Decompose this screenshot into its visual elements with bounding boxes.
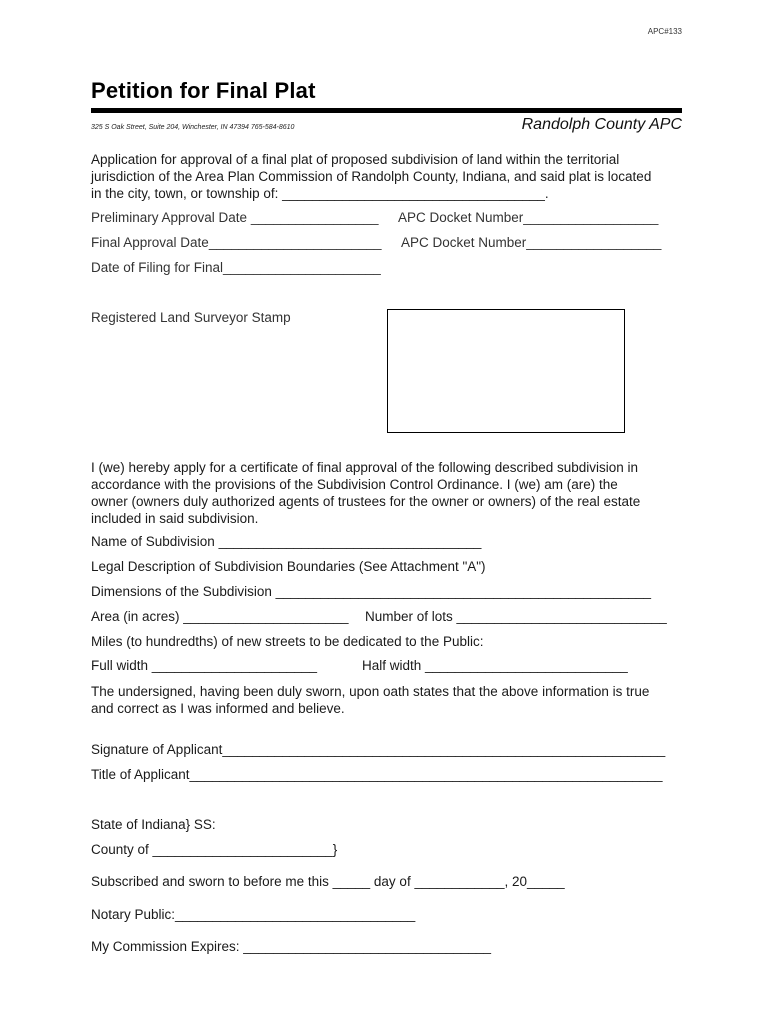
- application-line-1: I (we) hereby apply for a certificate of final approval of the following described subdivision in: [91, 460, 639, 475]
- subscribed-sworn-field[interactable]: Subscribed and sworn to before me this _____ day of ____________, 20_____: [91, 874, 565, 889]
- apc-docket-number-field-1[interactable]: APC Docket Number__________________: [398, 210, 659, 225]
- final-approval-date-field[interactable]: Final Approval Date_______________________: [91, 235, 382, 250]
- intro-line-2: jurisdiction of the Area Plan Commission of Randolph County, Indiana, and said plat is located: [91, 169, 652, 184]
- application-line-2: accordance with the provisions of the Subdivision Control Ordinance. I (we) am (are) the: [91, 477, 618, 492]
- preliminary-approval-date-field[interactable]: Preliminary Approval Date _________________: [91, 210, 379, 225]
- state-of-indiana-label: State of Indiana} SS:: [91, 817, 216, 832]
- intro-line-3[interactable]: in the city, town, or township of: ___________________________________.: [91, 186, 549, 201]
- intro-paragraph: [91, 151, 691, 202]
- form-number: APC#133: [647, 27, 682, 36]
- half-width-field[interactable]: Half width ___________________________: [362, 658, 628, 673]
- surveyor-stamp-label: Registered Land Surveyor Stamp: [91, 310, 291, 325]
- number-of-lots-field[interactable]: Number of lots ____________________________: [365, 609, 667, 624]
- application-line-4: included in said subdivision.: [91, 511, 259, 526]
- intro-line-1: Application for approval of a final plat of proposed subdivision of land within the territorial: [91, 152, 620, 167]
- county-field[interactable]: County of ________________________}: [91, 842, 338, 857]
- miles-of-streets-label: Miles (to hundredths) of new streets to be dedicated to the Public:: [91, 634, 484, 649]
- name-of-subdivision-field[interactable]: Name of Subdivision ___________________________________: [91, 534, 482, 549]
- apc-docket-number-field-2[interactable]: APC Docket Number__________________: [401, 235, 662, 250]
- title-of-applicant-field[interactable]: Title of Applicant_______________________________________________________________: [91, 767, 663, 782]
- oath-line-1: The undersigned, having been duly sworn, upon oath states that the above information is true: [91, 684, 650, 699]
- application-paragraph: [91, 459, 691, 527]
- oath-paragraph: [91, 683, 691, 717]
- application-line-3: owner (owners duly authorized agents of trustees for the owner or owners) of the real estate: [91, 494, 641, 509]
- dimensions-field[interactable]: Dimensions of the Subdivision __________________________________________________: [91, 584, 651, 599]
- date-of-filing-field[interactable]: Date of Filing for Final_____________________: [91, 260, 381, 275]
- agency-address: 325 S Oak Street, Suite 204, Winchester, IN 47394 765-584-8610: [91, 124, 295, 131]
- legal-description-label: Legal Description of Subdivision Boundaries (See Attachment "A"): [91, 559, 486, 574]
- signature-of-applicant-field[interactable]: Signature of Applicant___________________________________________________________: [91, 742, 666, 757]
- oath-line-2: and correct as I was informed and believe.: [91, 701, 345, 716]
- surveyor-stamp-box[interactable]: [387, 309, 625, 433]
- title-rule: [91, 108, 682, 113]
- full-width-field[interactable]: Full width ______________________: [91, 658, 317, 673]
- agency-name: Randolph County APC: [521, 116, 682, 133]
- commission-expires-field[interactable]: My Commission Expires: _________________________________: [91, 939, 492, 954]
- area-acres-field[interactable]: Area (in acres) ______________________: [91, 609, 349, 624]
- page-title: Petition for Final Plat: [91, 78, 316, 103]
- notary-public-field[interactable]: Notary Public:________________________________: [91, 907, 416, 922]
